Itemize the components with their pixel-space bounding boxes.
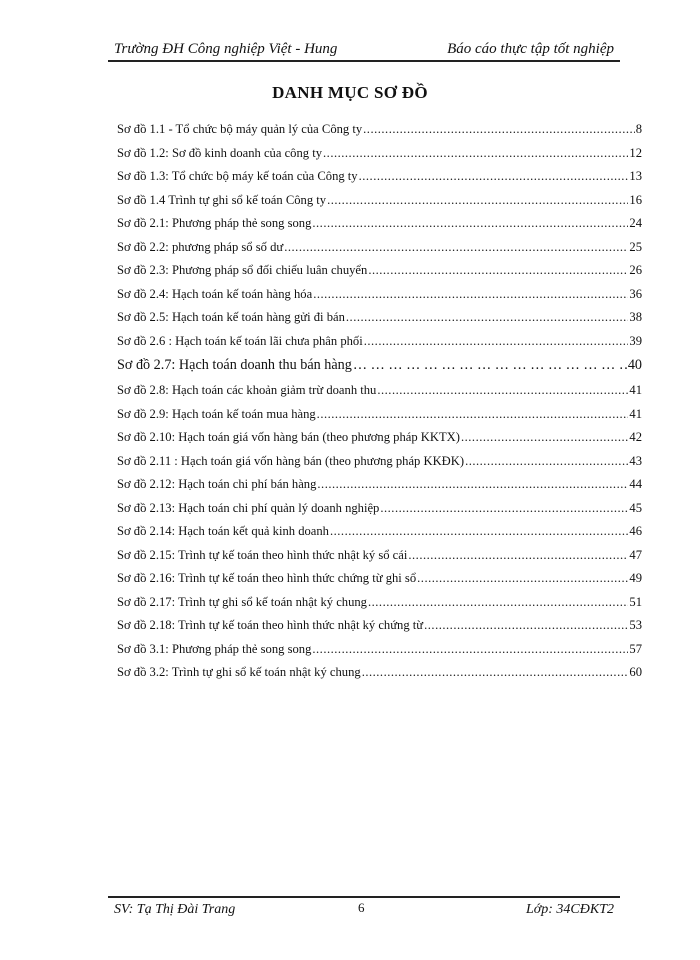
toc-entry-label: Sơ đồ 2.13: Hạch toán chi phí quản lý doanh nghiệp	[117, 500, 380, 515]
page-footer	[108, 896, 620, 922]
toc-entry-label: Sơ đồ 2.16: Trình tự kế toán theo hình thức chứng từ ghi sổ	[117, 571, 417, 585]
toc-entry	[117, 595, 642, 619]
footer-class: Lớp: 34CĐKT2	[526, 902, 614, 917]
toc-entry	[117, 618, 642, 642]
toc-entry-page: 60	[629, 665, 642, 679]
toc-entry-label: Sơ đồ 2.12: Hạch toán chi phí bán hàng	[117, 477, 317, 491]
toc-entry	[117, 240, 642, 264]
toc-entry-page: 25	[629, 239, 642, 254]
toc-entry-page: 47	[629, 547, 642, 562]
toc-entry-label: Sơ đồ 1.2: Sơ đồ kinh doanh của công ty	[117, 145, 323, 160]
toc-entry-label: Sơ đồ 2.6 : Hạch toán kế toán lãi chưa phân phối	[117, 333, 363, 348]
toc-entry-label: Sơ đồ 2.15: Trình tự kế toán theo hình thức nhật ký sổ cái	[117, 547, 408, 562]
toc-entry	[117, 430, 642, 454]
page-header	[108, 38, 620, 62]
toc-dot-leader	[424, 618, 628, 633]
toc-entry	[117, 407, 642, 431]
toc-entry	[117, 454, 642, 478]
toc-entry-label: Sơ đồ 2.1: Phương pháp thẻ song song	[117, 216, 312, 230]
toc-entry-page: 46	[629, 524, 642, 538]
toc-entry-page: 40	[627, 357, 642, 373]
toc-dot-leader	[465, 454, 628, 469]
toc-entry-label: Sơ đồ 1.3: Tổ chức bộ máy kế toán của Công ty	[117, 169, 358, 183]
toc-entry	[117, 263, 642, 287]
toc-entry	[117, 477, 642, 501]
toc-dot-leader	[313, 287, 628, 302]
toc-dot-leader	[417, 571, 628, 586]
toc-entry-page: 13	[629, 169, 642, 183]
toc-dot-leader	[363, 122, 635, 137]
toc-entry-page: 39	[629, 333, 642, 348]
toc-entry-label: Sơ đồ 2.4: Hạch toán kế toán hàng hóa	[117, 286, 313, 301]
toc-entry-page: 51	[629, 594, 642, 609]
toc-dot-leader	[359, 169, 629, 184]
toc-entry	[117, 216, 642, 240]
toc-dot-leader	[323, 146, 628, 161]
toc-dot-leader	[368, 595, 628, 610]
toc-dot-leader	[353, 357, 627, 374]
toc-entry	[117, 122, 642, 146]
toc-entry-page: 24	[629, 216, 642, 230]
toc-entry	[117, 642, 642, 666]
toc-entry	[117, 287, 642, 311]
toc-entry-label: Sơ đồ 2.10: Hạch toán giá vốn hàng bán (theo phương pháp KKTX)	[117, 430, 460, 444]
toc-entry	[117, 383, 642, 407]
toc-entry-label: Sơ đồ 3.1: Phương pháp thẻ song song	[117, 641, 312, 656]
toc-entry-label: Sơ đồ 2.11 : Hạch toán giá vốn hàng bán (theo phương pháp KKĐK)	[117, 453, 465, 468]
table-of-contents	[117, 122, 642, 689]
toc-entry-label: Sơ đồ 2.14: Hạch toán kết quả kinh doanh	[117, 524, 329, 538]
toc-dot-leader	[368, 263, 628, 278]
toc-entry-label: Sơ đồ 2.9: Hạch toán kế toán mua hàng	[117, 406, 316, 421]
toc-dot-leader	[380, 501, 628, 516]
toc-dot-leader	[408, 548, 628, 563]
toc-entry-page: 57	[629, 641, 642, 656]
toc-dot-leader	[284, 240, 628, 255]
toc-entry-page: 36	[629, 286, 642, 301]
toc-dot-leader	[327, 193, 628, 208]
toc-entry-label: Sơ đồ 1.1 - Tổ chức bộ máy quản lý của Công ty	[117, 122, 363, 136]
toc-entry-page: 16	[629, 192, 642, 207]
toc-entry-page: 49	[629, 571, 642, 585]
toc-dot-leader	[461, 430, 628, 445]
toc-entry	[117, 548, 642, 572]
footer-student-name: SV: Tạ Thị Đài Trang	[114, 902, 236, 917]
toc-entry	[117, 334, 642, 358]
toc-dot-leader	[312, 642, 628, 657]
toc-entry-page: 42	[629, 430, 642, 444]
toc-entry-page: 44	[629, 477, 642, 491]
toc-entry-page: 45	[629, 500, 642, 515]
toc-entry-label: Sơ đồ 3.2: Trình tự ghi sổ kế toán nhật ký chung	[117, 665, 361, 679]
toc-entry	[117, 310, 642, 334]
toc-entry-page: 12	[629, 145, 642, 160]
toc-entry-page: 38	[629, 310, 642, 324]
toc-dot-leader	[362, 665, 629, 680]
toc-entry	[117, 665, 642, 689]
toc-entry	[117, 524, 642, 548]
toc-dot-leader	[317, 477, 628, 492]
toc-dot-leader	[312, 216, 628, 231]
toc-entry	[117, 193, 642, 217]
toc-dot-leader	[330, 524, 628, 539]
toc-entry-label: Sơ đồ 2.17: Trình tự ghi sổ kế toán nhật ký chung	[117, 594, 367, 609]
toc-entry-page: 41	[629, 406, 642, 421]
toc-dot-leader	[377, 383, 628, 398]
toc-entry-page: 8	[635, 122, 642, 136]
toc-entry	[117, 357, 642, 383]
toc-entry	[117, 571, 642, 595]
toc-dot-leader	[364, 334, 629, 349]
toc-entry-label: Sơ đồ 2.7: Hạch toán doanh thu bán hàng	[117, 357, 352, 373]
toc-entry-label: Sơ đồ 2.2: phương pháp sổ số dư	[117, 239, 284, 254]
toc-entry-label: Sơ đồ 2.5: Hạch toán kế toán hàng gửi đi bán	[117, 310, 345, 324]
toc-entry-page: 26	[629, 263, 642, 277]
footer-page-number: 6	[358, 900, 365, 915]
toc-entry-page: 43	[629, 453, 642, 468]
toc-entry	[117, 501, 642, 525]
toc-entry	[117, 146, 642, 170]
toc-entry-label: Sơ đồ 2.8: Hạch toán các khoản giảm trừ doanh thu	[117, 383, 377, 397]
header-school-name: Trường ĐH Công nghiệp Việt - Hung	[114, 41, 338, 57]
header-report-title: Báo cáo thực tập tốt nghiệp	[447, 41, 614, 57]
toc-entry-page: 41	[629, 383, 642, 397]
toc-entry-page: 53	[629, 618, 642, 632]
toc-dot-leader	[346, 310, 629, 325]
toc-entry-label: Sơ đồ 1.4 Trình tự ghi sổ kế toán Công ty	[117, 192, 327, 207]
toc-dot-leader	[317, 407, 629, 422]
toc-entry-label: Sơ đồ 2.18: Trình tự kế toán theo hình thức nhật ký chứng từ	[117, 618, 424, 632]
toc-entry	[117, 169, 642, 193]
page-title: DANH MỤC SƠ ĐỒ	[272, 83, 428, 102]
toc-entry-label: Sơ đồ 2.3: Phương pháp sổ đối chiếu luân chuyển	[117, 263, 368, 277]
